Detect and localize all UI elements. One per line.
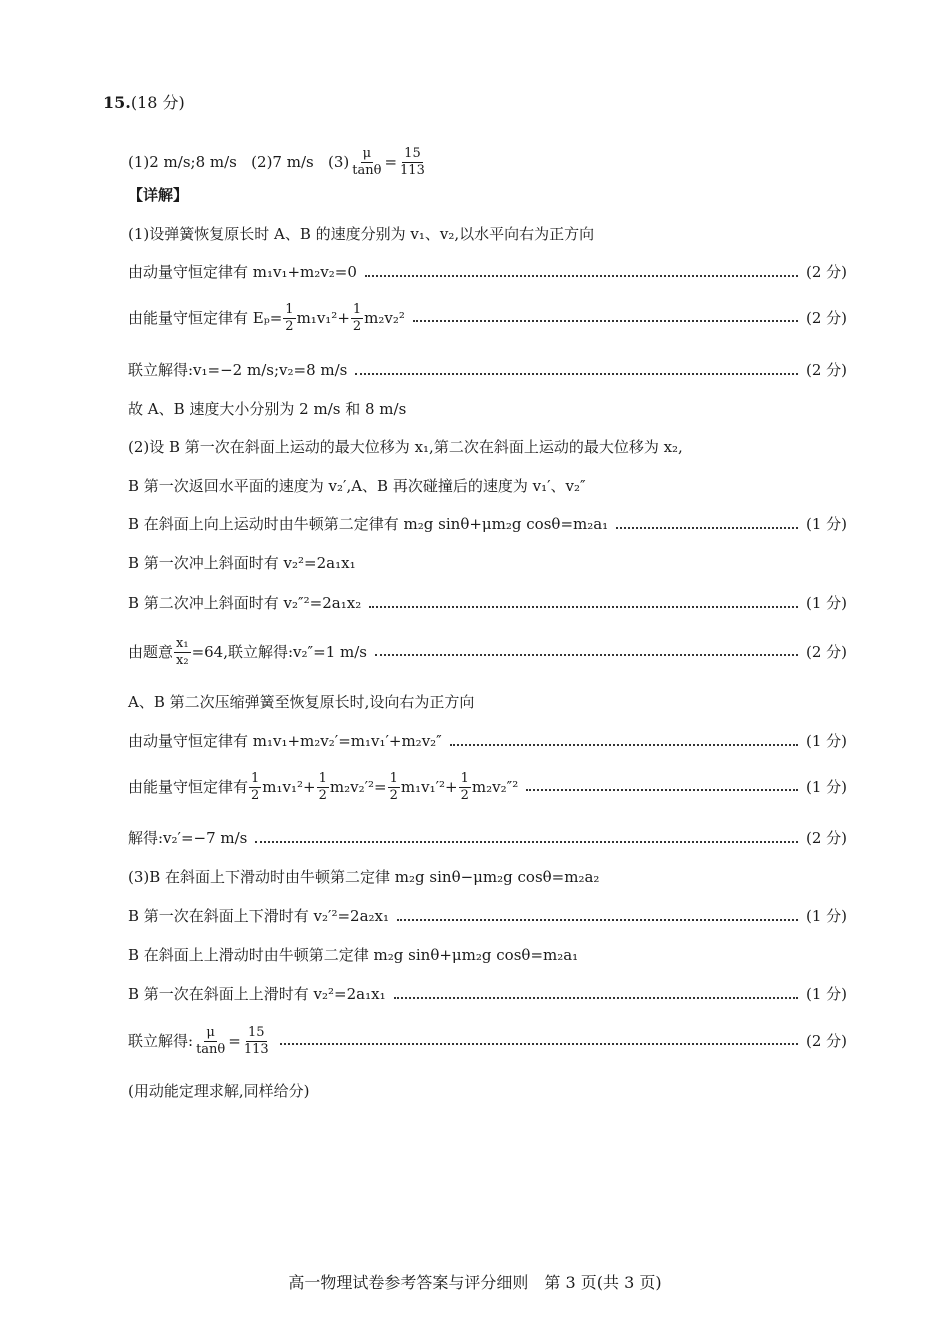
question-points: (18 分) [130,93,185,112]
line-2: 由动量守恒定律有 m₁v₁+m₂v₂=0 (2 分) [128,263,847,281]
line-11: 由题意 $\frac{\text{x₁}}{\text{x₂}}$ =64,联立解得:v₂″=1 m/s (2 分) [128,636,847,668]
line-4: 联立解得:v₁=−2 m/s;v₂=8 m/s (2 分) [128,361,847,379]
answer-value: $\frac{15}{113}$ [400,146,425,178]
score: (2 分) [805,263,847,281]
line-21: (用动能定理求解,同样给分) [128,1082,310,1100]
answer-part1: (1)2 m/s;8 m/s (2)7 m/s (3) [128,152,350,171]
line-12: A、B 第二次压缩弹簧至恢复原长时,设向右为正方向 [128,693,475,711]
line-17: B 第一次在斜面上下滑时有 v₂′²=2a₂x₁ (1 分) [128,907,847,925]
line-3: 由能量守恒定律有 Eₚ= $\frac{1}{2}$ m₁v₁²+ $\frac{1}{2}$ m₂v₂² (2 分) [128,302,847,334]
dot-leader [375,654,798,656]
score: (1 分) [805,594,847,612]
score: (2 分) [805,829,847,847]
dot-leader [616,527,798,529]
answer-fraction: $\frac{\mu}{\tan\theta}$ [352,146,382,178]
line-5: 故 A、B 速度大小分别为 2 m/s 和 8 m/s [128,400,407,418]
dot-leader [413,320,798,322]
score: (1 分) [805,515,847,533]
line-6: (2)设 B 第一次在斜面上运动的最大位移为 x₁,第二次在斜面上运动的最大位移为 x₂, [128,438,683,456]
line-1: (1)设弹簧恢复原长时 A、B 的速度分别为 v₁、v₂,以水平向右为正方向 [128,225,595,243]
dot-leader [355,373,798,375]
line-13: 由动量守恒定律有 m₁v₁+m₂v₂′=m₁v₁′+m₂v₂″ (1 分) [128,732,847,750]
dot-leader [394,997,798,999]
line-7: B 第一次返回水平面的速度为 v₂′,A、B 再次碰撞后的速度为 v₁′、v₂″ [128,477,586,495]
dot-leader [255,841,798,843]
line-20: 联立解得: $\frac{\mu}{\tan\theta}$ = $\frac{15}{113}$ (2 分) [128,1025,847,1057]
line-8: B 在斜面上向上运动时由牛顿第二定律有 m₂g sinθ+μm₂g cosθ=m₂a₁ (1 分) [128,515,847,533]
line-9: B 第一次冲上斜面时有 v₂²=2a₁x₁ [128,554,356,572]
score: (1 分) [805,732,847,750]
dot-leader [526,789,798,791]
score: (1 分) [805,907,847,925]
score: (2 分) [805,1031,847,1050]
dot-leader [397,919,798,921]
line-18: B 在斜面上上滑动时由牛顿第二定律 m₂g sinθ+μm₂g cosθ=m₂a₁ [128,946,579,964]
answer-line: (1)2 m/s;8 m/s (2)7 m/s (3) $\frac{\mu}{\tan\theta}$ = $\frac{15}{113}$ [128,146,425,178]
score: (1 分) [805,777,847,796]
score: (2 分) [805,308,847,327]
question-number: 15. [103,93,131,112]
line-19: B 第一次在斜面上上滑时有 v₂²=2a₁x₁ (1 分) [128,985,847,1003]
line-10: B 第二次冲上斜面时有 v₂″²=2a₁x₂ (1 分) [128,594,847,612]
question-header [103,90,185,113]
dot-leader [369,606,798,608]
dot-leader [450,744,798,746]
line-15: 解得:v₂′=−7 m/s (2 分) [128,829,847,847]
detail-header: 【详解】 [128,186,189,204]
line-14: 由能量守恒定律有 $\frac{1}{2}$ m₁v₁²+ $\frac{1}{2}$ m₂v₂′²= $\frac{1}{2}$ m₁v₁′²+ $\frac{1}{2}$ m₂v₂″² (1 分) [128,771,847,803]
page-footer: 高一物理试卷参考答案与评分细则 第 3 页(共 3 页) [288,1273,662,1292]
line-16: (3)B 在斜面上下滑动时由牛顿第二定律 m₂g sinθ−μm₂g cosθ=m₂a₂ [128,868,600,886]
score: (1 分) [805,985,847,1003]
score: (2 分) [805,642,847,661]
dot-leader [280,1043,798,1045]
dot-leader [365,275,798,277]
score: (2 分) [805,361,847,379]
